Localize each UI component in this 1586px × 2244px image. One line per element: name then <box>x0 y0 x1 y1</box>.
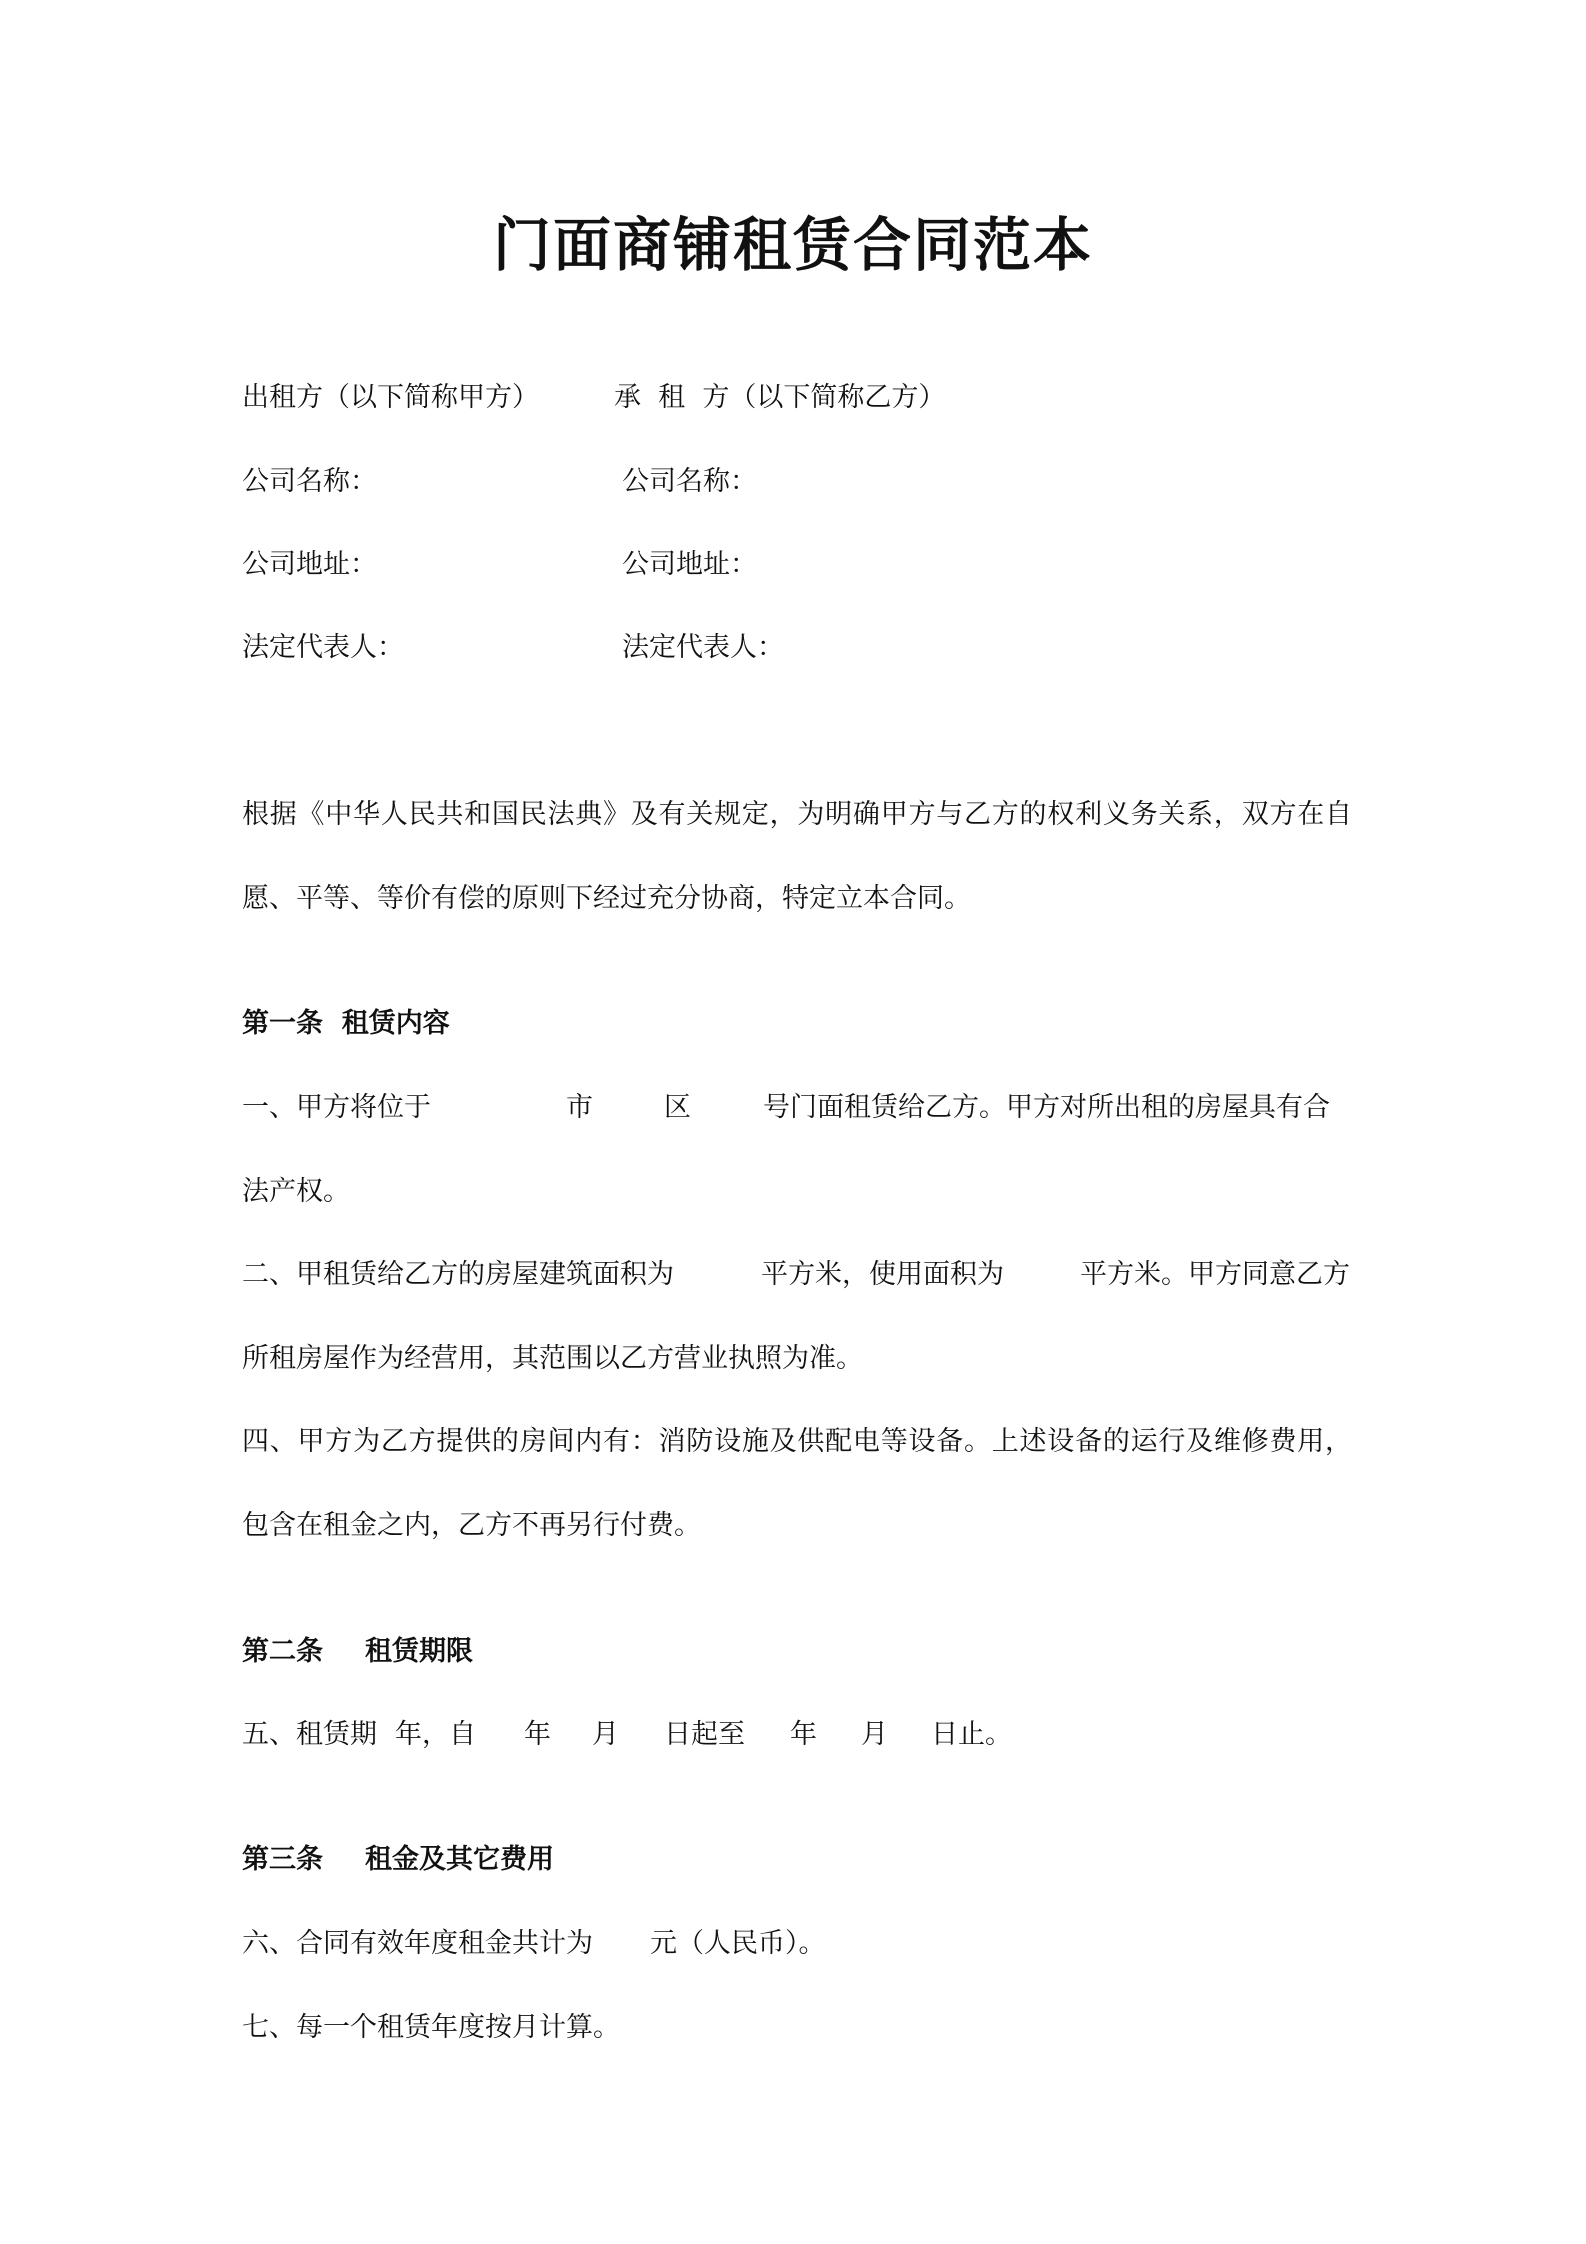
item-5-start-year: 年 <box>524 1719 551 1750</box>
item-5-start-month: 月 <box>592 1719 619 1750</box>
item-6-prefix: 六、合同有效年度租金共计为 <box>242 1928 593 1959</box>
item-5-term: 五、租赁期 <box>242 1719 377 1750</box>
lessee-company-address-label: 公司地址： <box>622 549 757 580</box>
lessor-company-name-label: 公司名称： <box>242 466 377 497</box>
document-title: 门面商铺租赁合同范本 <box>492 211 1093 279</box>
item-1-rest: 号门面租赁给乙方。甲方对所出租的房屋具有合 <box>763 1092 1330 1123</box>
item-5-end-day: 日止。 <box>931 1719 1012 1750</box>
item-6-rest: 元（人民币）。 <box>650 1928 826 1959</box>
item-1-district: 区 <box>664 1092 691 1123</box>
intro-line-1: 根据《中华人民共和国民法典》及有关规定，为明确甲方与乙方的权利义务关系，双方在自 <box>242 799 1352 830</box>
item-5-years-from: 年，自 <box>395 1719 476 1750</box>
lessee-label: 承 租 方（以下简称乙方） <box>614 382 946 413</box>
item-2-prefix: 二、甲租赁给乙方的房屋建筑面积为 <box>242 1259 674 1290</box>
article-2-heading-number: 第二条 <box>242 1636 323 1667</box>
item-4-line-2: 包含在租金之内，乙方不再另行付费。 <box>242 1510 701 1541</box>
article-3-heading-number: 第三条 <box>242 1844 323 1875</box>
article-1-heading: 第一条 租赁内容 <box>242 1008 450 1039</box>
item-2-line-2: 所租房屋作为经营用，其范围以乙方营业执照为准。 <box>242 1343 863 1374</box>
lessor-label: 出租方（以下简称甲方） <box>242 382 539 413</box>
article-2-heading-title: 租赁期限 <box>365 1636 473 1667</box>
item-5-end-month: 月 <box>861 1719 888 1750</box>
item-2-mid: 平方米，使用面积为 <box>761 1259 1004 1290</box>
item-5-end-year: 年 <box>790 1719 817 1750</box>
lessee-company-name-label: 公司名称： <box>622 466 757 497</box>
item-1-line-2: 法产权。 <box>242 1176 350 1207</box>
item-2-rest: 平方米。甲方同意乙方 <box>1080 1259 1350 1290</box>
lessee-legal-rep-label: 法定代表人： <box>622 632 784 663</box>
article-3-heading-title: 租金及其它费用 <box>365 1844 554 1875</box>
lessor-legal-rep-label: 法定代表人： <box>242 632 404 663</box>
item-4-line-1: 四、甲方为乙方提供的房间内有：消防设施及供配电等设备。上述设备的运行及维修费用， <box>242 1426 1352 1457</box>
item-5-start-day-until: 日起至 <box>664 1719 745 1750</box>
item-1-prefix: 一、甲方将位于 <box>242 1092 431 1123</box>
item-1-city: 市 <box>566 1092 593 1123</box>
item-7: 七、每一个租赁年度按月计算。 <box>242 2012 620 2043</box>
lessor-company-address-label: 公司地址： <box>242 549 377 580</box>
intro-line-2: 愿、平等、等价有偿的原则下经过充分协商，特定立本合同。 <box>242 883 971 914</box>
